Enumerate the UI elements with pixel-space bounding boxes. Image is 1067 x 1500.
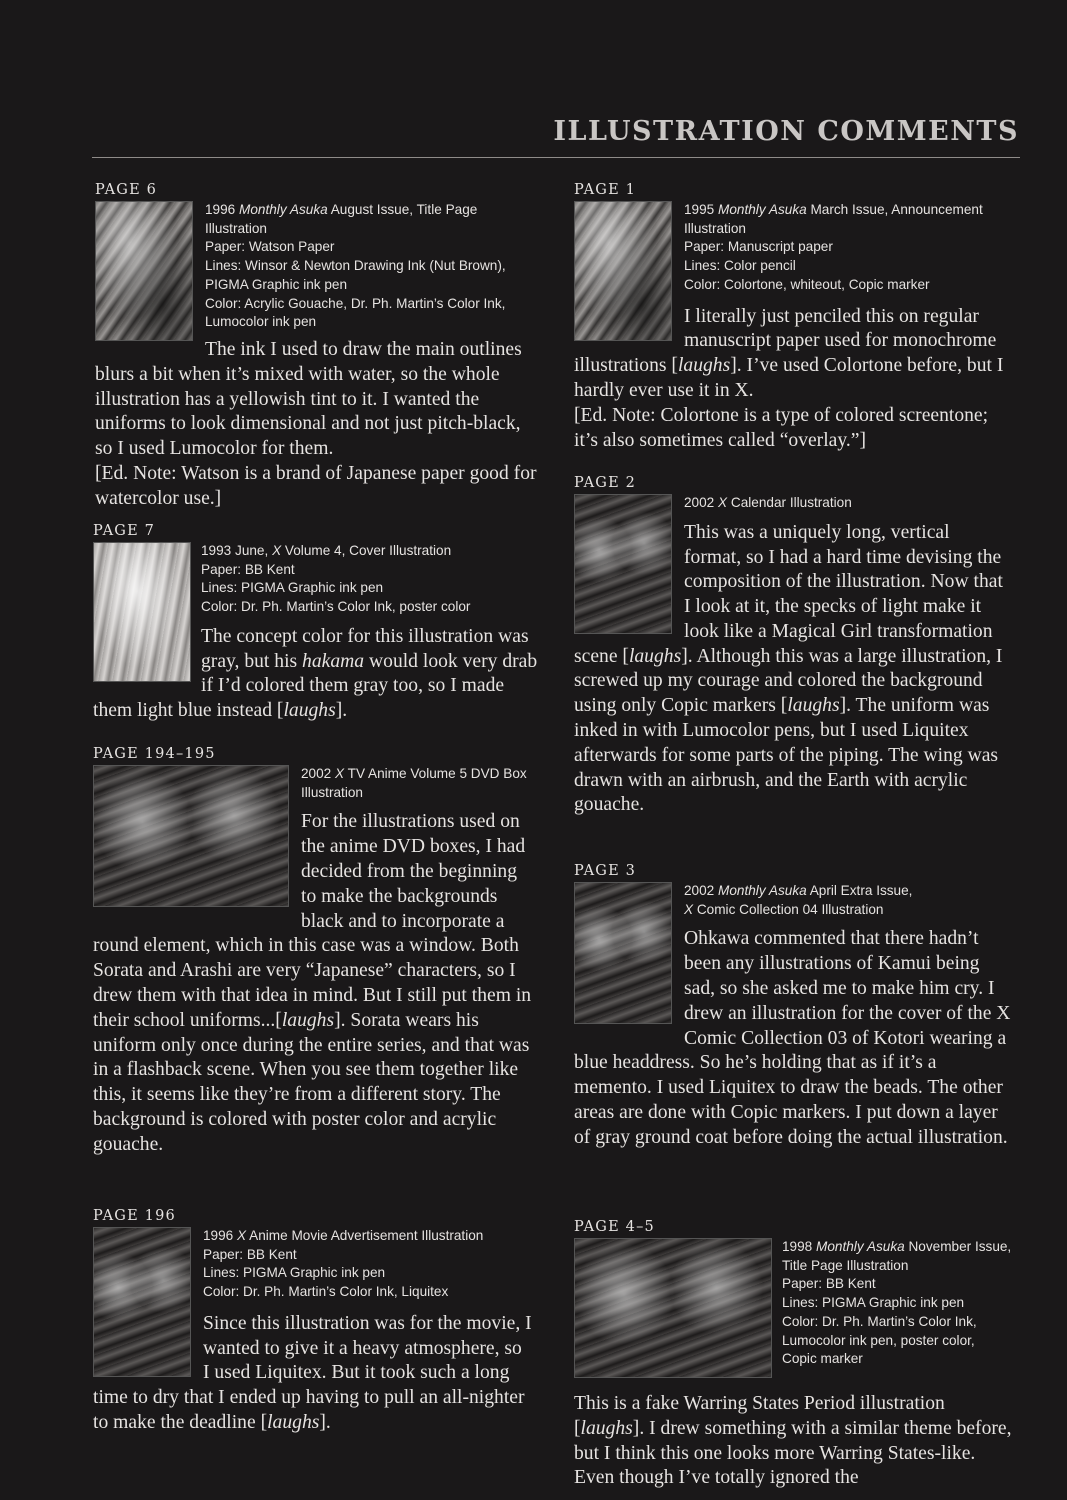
page-label: PAGE 196 [93,1208,176,1224]
page-label: PAGE 3 [574,863,637,879]
illustration-thumbnail [574,882,672,1024]
page-label: PAGE 6 [95,182,158,198]
comment-text: I literally just penciled this on regular manuscript paper used for monochrome illustrations [laughs]. I’ve used Colortone before, but I hardly ever use it in X. [Ed. Note: Colortone is a type of colored screentone; it’s also sometimes called “overlay.”] [574,305,1004,451]
entry-page-6 [95,181,540,512]
page-label: PAGE 1 [574,182,637,198]
illustration-meta: 2002 Monthly Asuka April Extra Issue, X Comic Collection 04 Illustration [684,883,913,917]
illustration-thumbnail [574,201,672,341]
illustration-meta: 1996 X Anime Movie Advertisement Illustration Paper: BB Kent Lines: PIGMA Graphic ink pen Color: Dr. Ph. Martin’s Color Ink, Liquitex [203,1228,484,1300]
comment-text: This was a uniquely long, vertical format, so I had a hard time devising the composition of the illustration. Now that I look at it, the specks of light make it look like a Magical Girl transformation scene [laughs]. Although this was a large illustration, I screwed up my courage and colored the background using only Copic markers [laughs]. The uniform was inked in with Lumocolor pens, but I used Liquitex afterwards for some parts of the piping. The wing was drawn with an airbrush, and the Earth with acrylic gouache. [574,521,1003,816]
entry-page-3 [574,862,1014,1151]
comment-text: For the illustrations used on the anime DVD boxes, I had decided from the beginning to make the backgrounds black and to incorporate a round element, which in this case was a window. Both Sorata and Arashi are very “Japanese” characters, so I drew them with that idea in mind. But I still put them in their school uniforms...[laughs]. Sorata wears his uniform only once during the entire series, and that was in a flashback scene. When you see them together like this, it seems like they’re from a different story. The background is colored with poster color and acrylic gouache. [93,811,532,1155]
illustration-meta: 1996 Monthly Asuka August Issue, Title Page Illustration Paper: Watson Paper Lines: Winsor & Newton Drawing Ink (Nut Brown), PIGMA Graphic ink pen Color: Acrylic Gouache, Dr. Ph. Martin’s Color Ink, Lumocolor ink pen [205,202,506,330]
page-label: PAGE 194–195 [93,746,216,762]
page-label: PAGE 2 [574,475,637,491]
header-divider [92,157,1020,158]
illustration-thumbnail [95,201,193,341]
page-label: PAGE 4–5 [574,1219,655,1235]
entry-page-4-5 [574,1218,1014,1491]
comment-text: This is a fake Warring States Period illustration [laughs]. I drew something with a similar theme before, but I think this one looks more Warring States-like. Even though I’ve totally ignored the [574,1393,1012,1489]
illustration-meta: 1993 June, X Volume 4, Cover Illustration Paper: BB Kent Lines: PIGMA Graphic ink pen Color: Dr. Ph. Martin’s Color Ink, poster color [201,543,471,615]
comment-text: Since this illustration was for the movie, I wanted to give it a heavy atmosphere, so I used Liquitex. But it took such a long time to dry that I ended up having to pull an all-nighter to make the deadline [laughs]. [93,1312,532,1433]
illustration-thumbnail [93,1227,191,1377]
illustration-meta: 1998 Monthly Asuka November Issue, Title Page Illustration Paper: BB Kent Lines: PIGMA Graphic ink pen Color: Dr. Ph. Martin’s Color Ink, Lumocolor ink pen, poster color, Copic marker [782,1239,1012,1367]
comment-text: The ink I used to draw the main outlines blurs a bit when it’s mixed with water, so the whole illustration has a yellowish tint to it. I wanted the uniforms to look dimensional and not just pitch-black, so I used Lumocolor for them. [Ed. Note: Watson is a brand of Japanese paper good for watercolor use.] [95,338,537,509]
illustration-meta: 2002 X TV Anime Volume 5 DVD Box Illustration [301,766,527,800]
entry-page-196 [93,1207,533,1436]
illustration-meta: 2002 X Calendar Illustration [684,495,852,510]
illustration-meta: 1995 Monthly Asuka March Issue, Announcement Illustration Paper: Manuscript paper Lines: Color pencil Color: Colortone, whiteout, Copic marker [684,202,983,292]
illustration-thumbnail [93,765,289,907]
entry-page-7 [93,522,540,724]
comment-text: Ohkawa commented that there hadn’t been any illustrations of Kamui being sad, so she asked me to make him cry. I drew an illustration for the cover of the X Comic Collection 03 of Kotori wearing a blue headdress. So he’s holding that as if it’s a memento. I used Liquitex to draw the beads. The other areas are done with Copic markers. I put down a layer of gray ground coat before doing the actual illustration. [574,928,1011,1148]
illustration-thumbnail [574,494,672,634]
page-label: PAGE 7 [93,523,156,539]
entry-page-2 [574,474,1004,818]
section-title: ILLUSTRATION COMMENTS [553,116,1019,147]
comment-text: The concept color for this illustration was gray, but his hakama would look very drab if I’d colored them gray too, so I made them light blue instead [laughs]. [93,625,538,722]
illustration-thumbnail [93,542,191,682]
entry-page-1 [574,181,1034,453]
entry-page-194-195 [93,745,533,1158]
illustration-thumbnail [574,1238,772,1378]
